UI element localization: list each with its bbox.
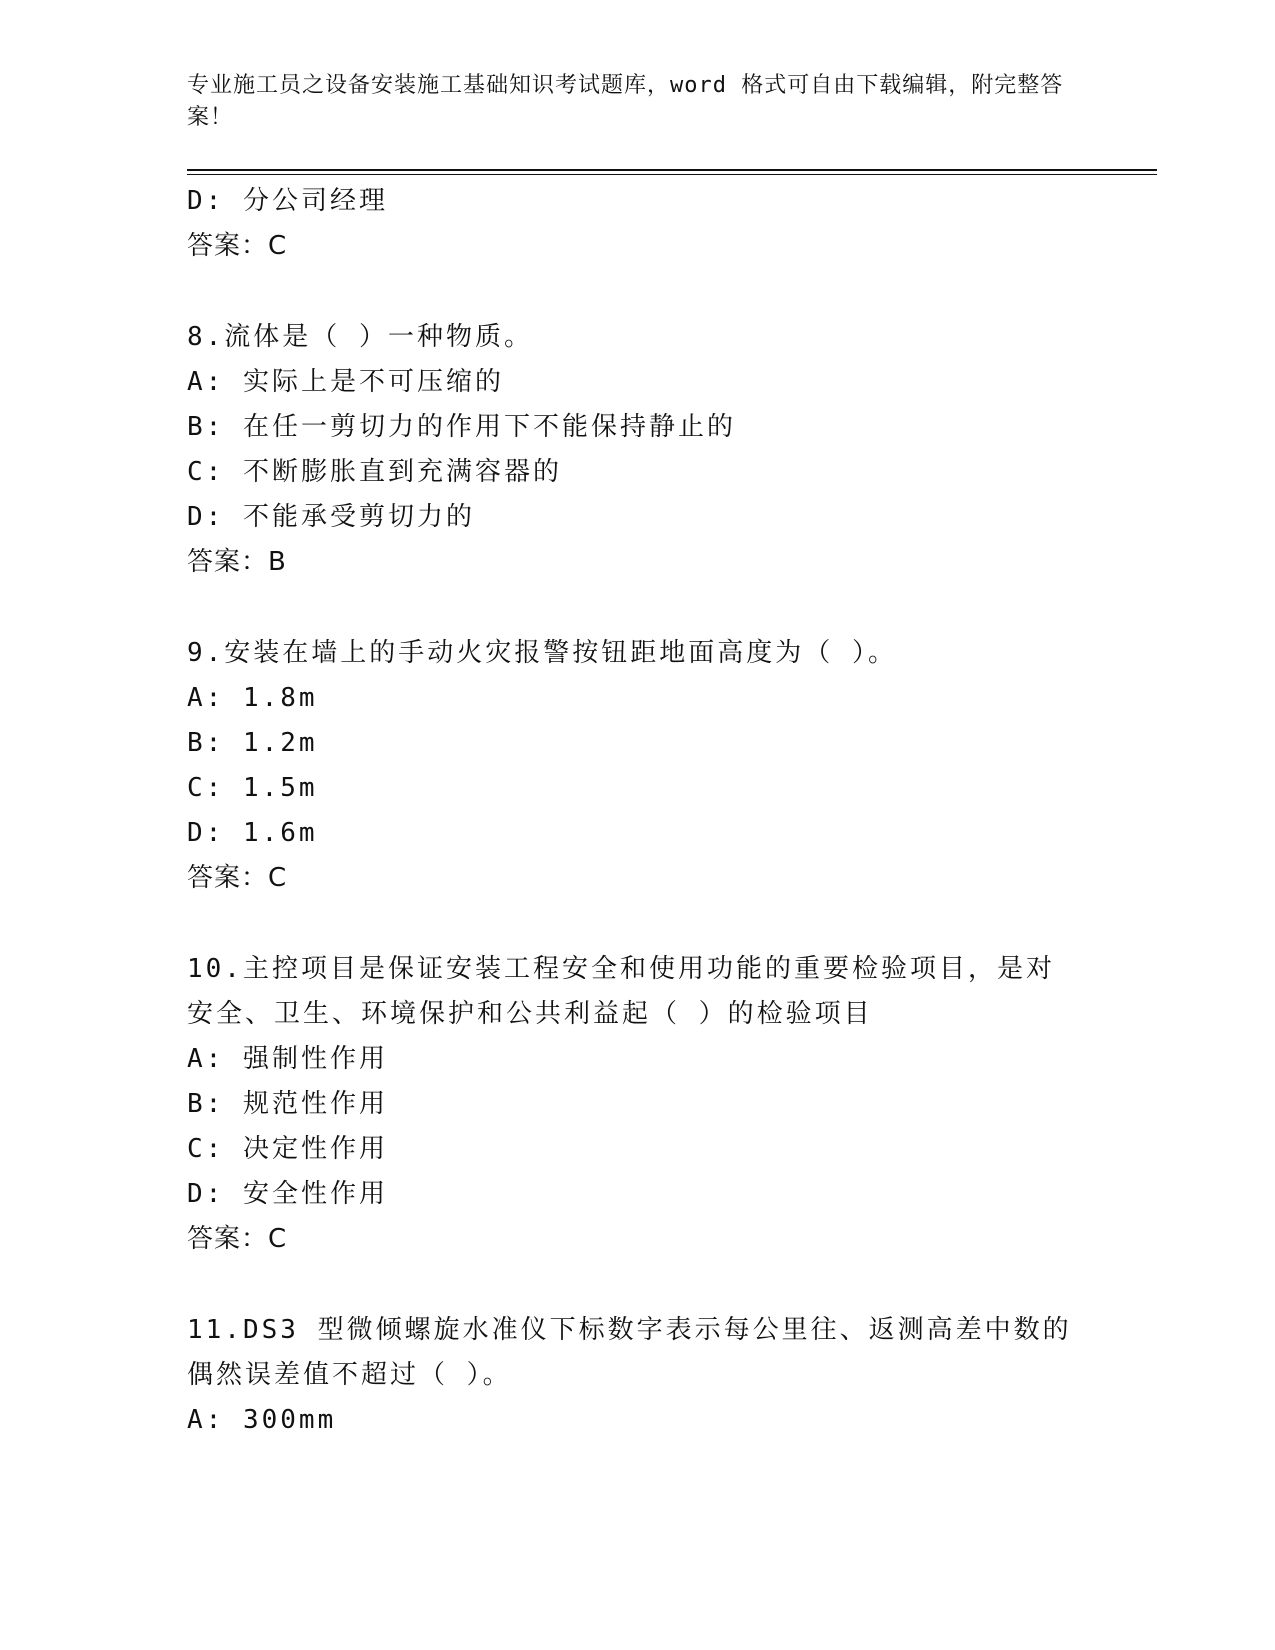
option-d: D: 安全性作用 <box>187 1179 388 1209</box>
option-a: A: 1.8m <box>187 683 318 713</box>
question-11 <box>187 1308 1157 1443</box>
option-d: D: 不能承受剪切力的 <box>187 502 475 532</box>
option-c: C: 1.5m <box>187 773 318 803</box>
option-a: A: 实际上是不可压缩的 <box>187 367 504 397</box>
question-9 <box>187 631 1157 901</box>
question-fragment <box>187 179 1157 269</box>
option-a: A: 强制性作用 <box>187 1044 388 1074</box>
question-stem: 11.DS3 型微倾螺旋水准仪下标数字表示每公里往、返测高差中数的偶然误差值不超过（ ）。 <box>187 1315 1072 1390</box>
option-b: B: 规范性作用 <box>187 1089 388 1119</box>
option-b: B: 1.2m <box>187 728 318 758</box>
option-a: A: 300mm <box>187 1405 337 1435</box>
question-8 <box>187 315 1157 585</box>
document-header: 专业施工员之设备安装施工基础知识考试题库，word 格式可自由下载编辑，附完整答案！ <box>187 73 1064 130</box>
header-divider <box>187 169 1157 171</box>
answer: 答案：C <box>187 863 288 893</box>
answer: 答案：C <box>187 231 288 261</box>
question-stem: 8.流体是（ ）一种物质。 <box>187 322 533 352</box>
question-10 <box>187 947 1157 1262</box>
option-d: D: 分公司经理 <box>187 186 388 216</box>
answer: 答案：C <box>187 1224 288 1254</box>
option-c: C: 决定性作用 <box>187 1134 388 1164</box>
question-stem: 9.安装在墙上的手动火灾报警按钮距地面高度为（ ）。 <box>187 638 897 668</box>
document-content <box>187 179 1157 1443</box>
option-c: C: 不断膨胀直到充满容器的 <box>187 457 562 487</box>
option-d: D: 1.6m <box>187 818 318 848</box>
question-stem: 10.主控项目是保证安装工程安全和使用功能的重要检验项目，是对安全、卫生、环境保护和公共利益起（ ）的检验项目 <box>187 954 1055 1029</box>
option-b: B: 在任一剪切力的作用下不能保持静止的 <box>187 412 736 442</box>
answer: 答案：B <box>187 547 287 577</box>
document-page <box>187 70 1157 1443</box>
